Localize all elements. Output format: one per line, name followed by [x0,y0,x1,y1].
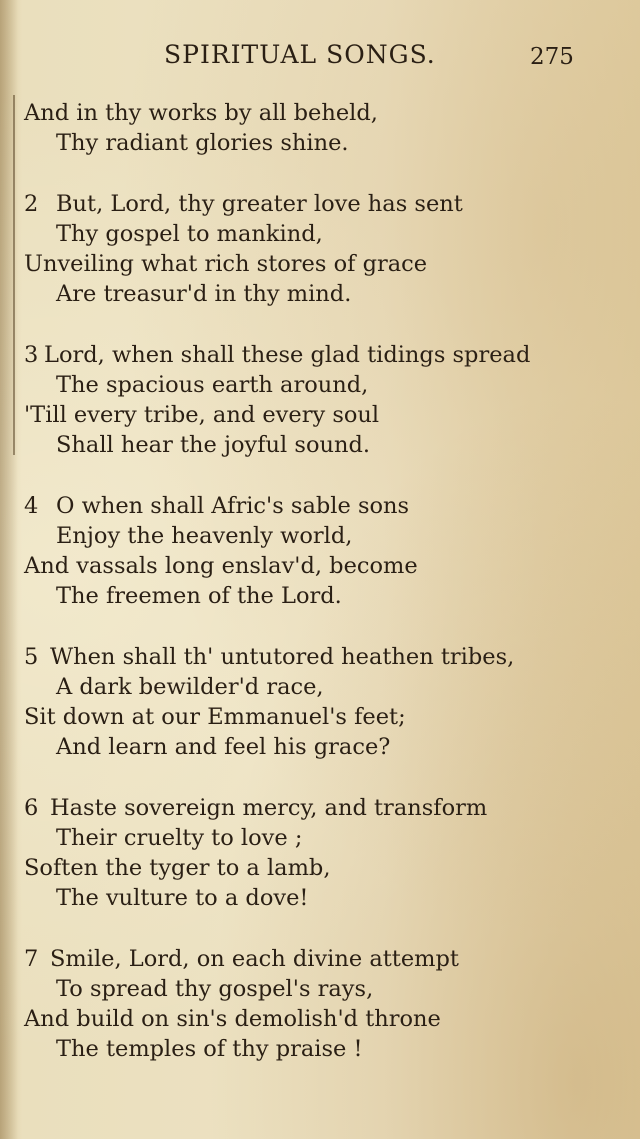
line-text: Shall hear the joyful sound. [56,432,371,458]
verse-line [24,400,624,430]
stanza-number: 3 [24,342,39,368]
stanza-5 [24,642,624,762]
line-text: Their cruelty to love ; [56,825,303,851]
stanza-6 [24,793,624,913]
verse-line [24,279,624,309]
stanza-7 [24,944,624,1064]
stanza-3 [24,340,624,460]
verse-line [24,732,624,762]
verse-line [24,1034,624,1064]
page-edge-line [13,95,15,455]
verse-line [24,249,624,279]
verse-line [24,551,624,581]
verse-line [24,853,624,883]
line-text: Unveiling what rich stores of grace [24,251,428,277]
line-text: The temples of thy praise ! [56,1036,363,1062]
stanza-4 [24,491,624,611]
line-text: The spacious earth around, [56,372,369,398]
verse-line [24,219,624,249]
verse-line [24,98,624,128]
gutter-shadow [0,0,18,1139]
verse-line [24,944,624,974]
line-text: To spread thy gospel's rays, [56,976,374,1002]
verse-line [24,370,624,400]
verse-line [24,128,624,158]
stanza-1 [24,98,624,158]
stanza-number: 7 [24,946,39,972]
line-text: And in thy works by all beheld, [24,100,378,126]
line-text: When shall th' untutored heathen tribes, [50,644,515,670]
line-text: Thy radiant glories shine. [56,130,349,156]
verse-line [24,430,624,460]
line-text: A dark bewilder'd race, [56,674,324,700]
stanza-number: 6 [24,795,39,821]
line-text: Sit down at our Emmanuel's feet; [24,704,406,730]
line-text: Lord, when shall these glad tidings spread [44,342,531,368]
line-text: Soften the tyger to a lamb, [24,855,331,881]
line-text: The vulture to a dove! [56,885,309,911]
verse-line [24,581,624,611]
line-text: And vassals long enslav'd, become [24,553,418,579]
verse-line [24,672,624,702]
stanza-2 [24,189,624,309]
line-text: The freemen of the Lord. [56,583,342,609]
line-text: Enjoy the heavenly world, [56,523,353,549]
verse-line [24,883,624,913]
verse-line [24,823,624,853]
verse-line [24,702,624,732]
stanza-number: 2 [24,191,39,217]
stanza-number: 4 [24,493,39,519]
line-text: And learn and feel his grace? [56,734,391,760]
line-text: Are treasur'd in thy mind. [56,281,352,307]
line-text: Smile, Lord, on each divine attempt [50,946,459,972]
line-text: 'Till every tribe, and every soul [24,402,380,428]
running-head: SPIRITUAL SONGS. [164,40,436,69]
verse-line [24,974,624,1004]
verse-line [24,793,624,823]
verse-line [24,521,624,551]
verse-line [24,189,624,219]
verse-line [24,340,624,370]
line-text: Thy gospel to mankind, [56,221,323,247]
hymn-text [24,98,624,1095]
line-text: But, Lord, thy greater love has sent [56,191,463,217]
page-number: 275 [530,44,574,70]
line-text: O when shall Afric's sable sons [56,493,410,519]
verse-line [24,491,624,521]
line-text: Haste sovereign mercy, and transform [50,795,488,821]
stanza-number: 5 [24,644,39,670]
verse-line [24,642,624,672]
line-text: And build on sin's demolish'd throne [24,1006,441,1032]
verse-line [24,1004,624,1034]
